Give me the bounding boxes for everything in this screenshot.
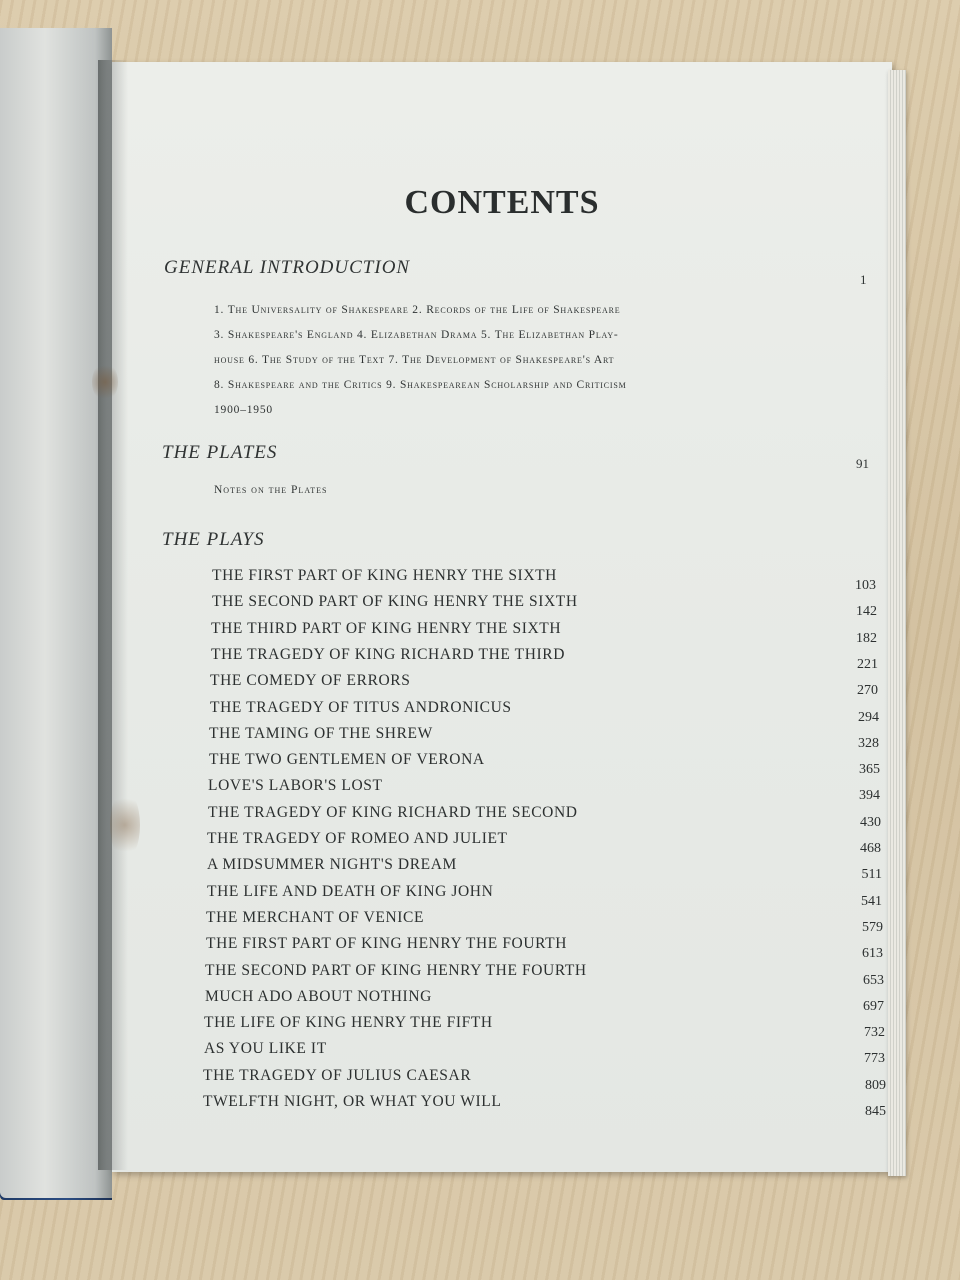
play-title: THE FIRST PART OF KING HENRY THE SIXTH bbox=[212, 567, 557, 584]
play-page-number: 511 bbox=[861, 867, 882, 883]
play-page-number: 270 bbox=[857, 683, 878, 699]
play-page-number: 221 bbox=[857, 656, 878, 672]
play-page-number: 365 bbox=[859, 762, 880, 778]
play-page-number: 142 bbox=[856, 604, 877, 620]
play-page-number: 653 bbox=[863, 972, 884, 988]
section-heading-plays: THE PLAYS bbox=[162, 529, 265, 550]
play-title: THE TAMING OF THE SHREW bbox=[209, 724, 433, 742]
play-title: THE SECOND PART OF KING HENRY THE FOURTH bbox=[205, 961, 587, 979]
play-title: THE TWO GENTLEMEN OF VERONA bbox=[209, 751, 485, 769]
play-title: THE TRAGEDY OF JULIUS CAESAR bbox=[203, 1066, 472, 1084]
play-title: THE SECOND PART OF KING HENRY THE SIXTH bbox=[212, 593, 578, 611]
play-page-number: 394 bbox=[859, 788, 880, 804]
section-page-number: 91 bbox=[856, 456, 869, 471]
section-heading-plates: THE PLATES bbox=[162, 442, 278, 463]
play-title: THE MERCHANT OF VENICE bbox=[206, 908, 425, 926]
play-title: AS YOU LIKE IT bbox=[204, 1040, 327, 1058]
section-heading-general-introduction: GENERAL INTRODUCTION bbox=[164, 257, 411, 278]
play-page-number: 845 bbox=[865, 1104, 886, 1119]
intro-line: 1900–1950 bbox=[214, 404, 273, 416]
play-title: THE COMEDY OF ERRORS bbox=[210, 672, 411, 690]
play-page-number: 697 bbox=[863, 998, 884, 1014]
book-gutter bbox=[98, 60, 128, 1170]
page-edge bbox=[888, 70, 906, 1176]
intro-line: 1. The Universality of Shakespeare 2. Records of the Life of Shakespeare bbox=[214, 304, 621, 316]
play-title: THE TRAGEDY OF TITUS ANDRONICUS bbox=[210, 698, 512, 716]
left-page bbox=[0, 28, 112, 1198]
play-page-number: 468 bbox=[860, 841, 881, 856]
play-page-number: 103 bbox=[855, 578, 876, 593]
play-page-number: 809 bbox=[865, 1077, 886, 1093]
intro-line: house 6. The Study of the Text 7. The Development of Shakespeare's Art bbox=[214, 354, 615, 366]
play-title: THE TRAGEDY OF KING RICHARD THE THIRD bbox=[211, 645, 566, 663]
page-stain bbox=[110, 790, 140, 860]
play-title: THE THIRD PART OF KING HENRY THE SIXTH bbox=[211, 619, 562, 637]
play-title: THE LIFE AND DEATH OF KING JOHN bbox=[207, 882, 494, 900]
page-stain bbox=[92, 362, 118, 402]
section-page-number: 1 bbox=[860, 272, 867, 287]
play-page-number: 732 bbox=[864, 1025, 885, 1041]
introduction-chapters bbox=[214, 298, 868, 423]
play-title: THE LIFE OF KING HENRY THE FIFTH bbox=[204, 1014, 493, 1032]
play-page-number: 773 bbox=[864, 1051, 885, 1067]
play-page-number: 579 bbox=[862, 919, 883, 935]
play-title: A MIDSUMMER NIGHT'S DREAM bbox=[207, 856, 457, 874]
play-page-number: 430 bbox=[860, 814, 881, 830]
play-title: TWELFTH NIGHT, OR WHAT YOU WILL bbox=[203, 1093, 502, 1110]
intro-line: 3. Shakespeare's England 4. Elizabethan Drama 5. The Elizabethan Play- bbox=[214, 329, 619, 341]
play-title: THE TRAGEDY OF ROMEO AND JULIET bbox=[207, 830, 508, 847]
play-page-number: 613 bbox=[862, 946, 883, 962]
play-title: THE FIRST PART OF KING HENRY THE FOURTH bbox=[206, 935, 568, 953]
page-title: CONTENTS bbox=[404, 184, 600, 221]
play-title: MUCH ADO ABOUT NOTHING bbox=[205, 987, 432, 1005]
play-page-number: 541 bbox=[861, 893, 882, 909]
play-title: LOVE'S LABOR'S LOST bbox=[208, 777, 383, 795]
play-title: THE TRAGEDY OF KING RICHARD THE SECOND bbox=[208, 803, 578, 821]
play-page-number: 294 bbox=[858, 709, 879, 725]
notes-on-plates: Notes on the Plates bbox=[214, 484, 328, 496]
play-page-number: 328 bbox=[858, 735, 879, 751]
play-page-number: 182 bbox=[856, 630, 877, 646]
intro-line: 8. Shakespeare and the Critics 9. Shakespearean Scholarship and Criticism bbox=[214, 379, 627, 391]
